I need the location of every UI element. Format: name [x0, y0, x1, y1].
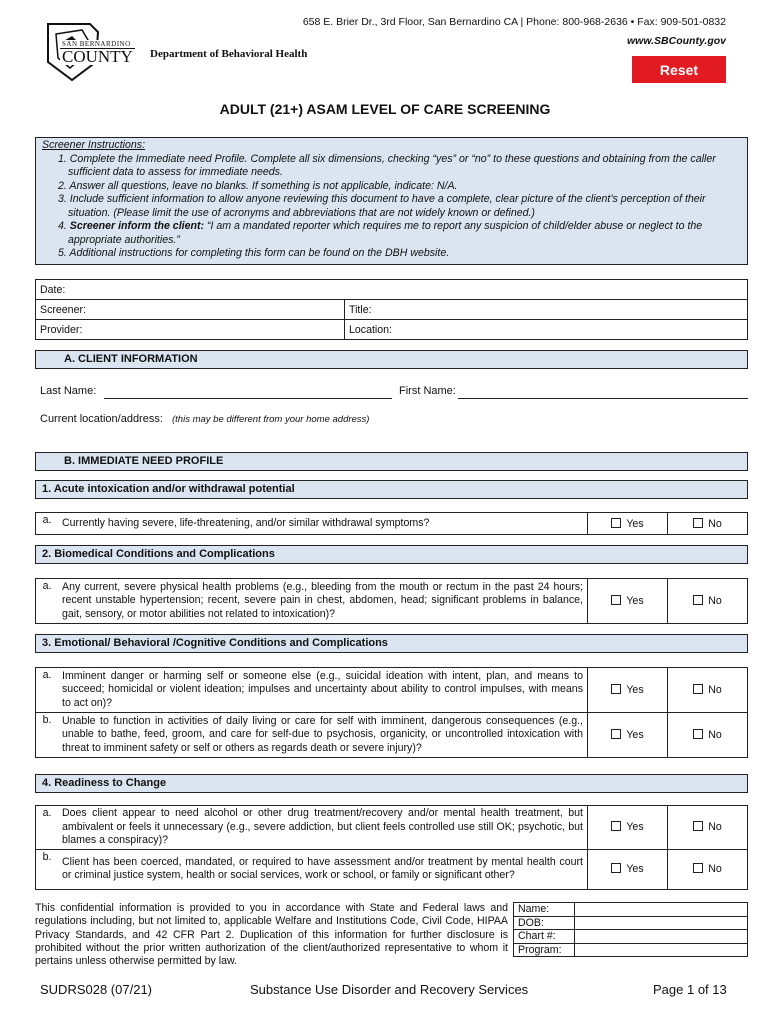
first-name-label: First Name: — [399, 385, 456, 397]
question-letter: a. — [36, 806, 59, 850]
county-logo — [38, 22, 138, 82]
question-text: Currently having severe, life-threatening, and/or similar withdrawal symptoms? — [58, 513, 588, 535]
dimension-1-header: 1. Acute intoxication and/or withdrawal potential — [35, 480, 748, 499]
date-field[interactable]: Date: — [36, 280, 748, 300]
checkbox-icon[interactable] — [611, 821, 621, 831]
question-text: Client has been coerced, mandated, or required to have assessment and/or treatment by mental health court or criminal justice system, health or social services, work or school, or family or significant other? — [58, 849, 588, 889]
dimension-4-header: 4. Readiness to Change — [35, 774, 748, 793]
dimension-2-table — [35, 578, 748, 624]
instruction-item: 1. Complete the Immediate need Profile. Complete all six dimensions, checking “yes” or “no” to these questions and obtaining from the caller sufficient data to assess for immediate needs. — [58, 152, 716, 178]
last-name-label: Last Name: — [40, 385, 97, 397]
question-letter: a. — [36, 668, 59, 713]
name-label: Name: — [514, 903, 575, 917]
no-checkbox[interactable]: No — [668, 668, 748, 713]
question-letter: a. — [36, 513, 59, 535]
instructions-heading: Screener Instructions: — [42, 139, 146, 151]
chart-input[interactable] — [575, 930, 748, 944]
question-text: Does client appear to need alcohol or other drug treatment/recovery and/or mental health treatment, but ambivalent or feels it unnecessary (e.g., severe addiction, but client feels controlled use still OK; psychotic, but blames a conspiracy)? — [58, 806, 588, 850]
no-checkbox[interactable]: No — [668, 513, 748, 535]
no-checkbox[interactable]: No — [668, 579, 748, 624]
department-name: Department of Behavioral Health — [150, 48, 308, 60]
no-checkbox[interactable]: No — [668, 806, 748, 850]
dimension-2-header: 2. Biomedical Conditions and Complications — [35, 545, 748, 564]
checkbox-icon[interactable] — [693, 821, 703, 831]
instruction-bold-lead: Screener inform the client: — [69, 220, 205, 232]
section-a-header: A. CLIENT INFORMATION — [35, 350, 748, 369]
patient-id-box — [513, 902, 748, 957]
current-location-label: Current location/address: — [40, 413, 163, 425]
logo-main-text: COUNTY — [62, 47, 133, 66]
checkbox-icon[interactable] — [693, 863, 703, 873]
dimension-1-table — [35, 512, 748, 535]
instruction-item: 2. Answer all questions, leave no blanks. If something is not applicable, indicate: N/A. — [58, 179, 458, 192]
dob-input[interactable] — [575, 916, 748, 930]
footer-page-number: Page 1 of 13 — [653, 982, 727, 997]
screener-instructions — [35, 137, 748, 265]
header-address: 658 E. Brier Dr., 3rd Floor, San Bernardino CA | Phone: 800-968-2636 • Fax: 909-501-0832 — [302, 16, 726, 28]
no-checkbox[interactable]: No — [668, 713, 748, 758]
checkbox-icon[interactable] — [693, 684, 703, 694]
instruction-item: 5. Additional instructions for completing this form can be found on the DBH website. — [58, 247, 450, 259]
no-checkbox[interactable]: No — [668, 849, 748, 889]
program-input[interactable] — [575, 943, 748, 957]
screener-field[interactable]: Screener: — [36, 300, 345, 320]
location-note: (this may be different from your home address) — [172, 414, 370, 425]
checkbox-icon[interactable] — [693, 595, 703, 605]
checkbox-icon[interactable] — [693, 518, 703, 528]
provider-field[interactable]: Provider: — [36, 320, 345, 340]
screening-info-grid — [35, 279, 748, 340]
question-text: Unable to function in activities of daily living or care for self with imminent, dangerous consequences (e.g., unable to bathe, feed, groom, and care for self-due to psychosis, organicity, or uncontrolled intoxication with threat to imminent safety or self or others as regards death or severe injury)? — [58, 713, 588, 758]
instruction-item: 4. Screener inform the client: “I am a mandated reporter which requires me to report any suspicion of child/elder abuse or neglect to the appropriate authorities.” — [58, 220, 703, 246]
section-b-header: B. IMMEDIATE NEED PROFILE — [35, 452, 748, 471]
first-name-input[interactable] — [458, 386, 748, 399]
name-input[interactable] — [575, 903, 748, 917]
header-website[interactable]: www.SBCounty.gov — [627, 35, 726, 47]
chart-label: Chart #: — [514, 930, 575, 944]
checkbox-icon[interactable] — [611, 518, 621, 528]
checkbox-icon[interactable] — [611, 863, 621, 873]
checkbox-icon[interactable] — [693, 729, 703, 739]
confidentiality-notice: This confidential information is provided to you in accordance with State and Federal laws and regulations including, but not limited to, applicable Welfare and Institutions Code, Civil Code, HIPAA Privacy Standards, and 42 CFR Part 2. Duplication of this information for further disclosure is prohibited without the prior written authorization of the client/authorized representative to whom it pertains unless otherwise permitted by law. — [35, 902, 508, 968]
dob-label: DOB: — [514, 916, 575, 930]
instruction-item: 3. Include sufficient information to allow anyone reviewing this document to have a complete, clear picture of the client’s perception of their situation. (Please limit the use of acronyms and abbreviations that are not widely known or defined.) — [58, 193, 706, 219]
dimension-3-header: 3. Emotional/ Behavioral /Cognitive Conditions and Complications — [35, 634, 748, 653]
yes-checkbox[interactable]: Yes — [588, 806, 668, 850]
program-label: Program: — [514, 943, 575, 957]
question-text: Imminent danger or harming self or someone else (e.g., suicidal ideation with intent, plan, and means to succeed; homicidal or violent ideation; impulses and uncertainty about ability to control impulses, with means to act on)? — [58, 668, 588, 713]
checkbox-icon[interactable] — [611, 595, 621, 605]
question-letter: b. — [36, 849, 59, 889]
form-title: ADULT (21+) ASAM LEVEL OF CARE SCREENING — [219, 101, 551, 117]
dimension-4-table — [35, 805, 748, 890]
yes-checkbox[interactable]: Yes — [588, 849, 668, 889]
footer-form-id: SUDRS028 (07/21) — [40, 982, 152, 997]
checkbox-icon[interactable] — [611, 729, 621, 739]
checkbox-icon[interactable] — [611, 684, 621, 694]
question-text: Any current, severe physical health problems (e.g., bleeding from the mouth or rectum in the past 24 hours; recent unstable hypertension; recent, severe pain in chest, abdomen, head; significant problems in balance, gait, sensory, or motor abilities not related to intoxication)? — [58, 579, 588, 624]
yes-checkbox[interactable]: Yes — [588, 579, 668, 624]
footer-department: Substance Use Disorder and Recovery Services — [250, 982, 529, 997]
location-field[interactable]: Location: — [345, 320, 748, 340]
title-field[interactable]: Title: — [345, 300, 748, 320]
reset-button[interactable]: Reset — [632, 56, 726, 83]
last-name-input[interactable] — [104, 386, 392, 399]
question-letter: a. — [36, 579, 59, 624]
logo-top-text: SAN BERNARDINO — [62, 40, 131, 48]
yes-checkbox[interactable]: Yes — [588, 668, 668, 713]
question-letter: b. — [36, 713, 59, 758]
yes-checkbox[interactable]: Yes — [588, 513, 668, 535]
dimension-3-table — [35, 667, 748, 758]
yes-checkbox[interactable]: Yes — [588, 713, 668, 758]
